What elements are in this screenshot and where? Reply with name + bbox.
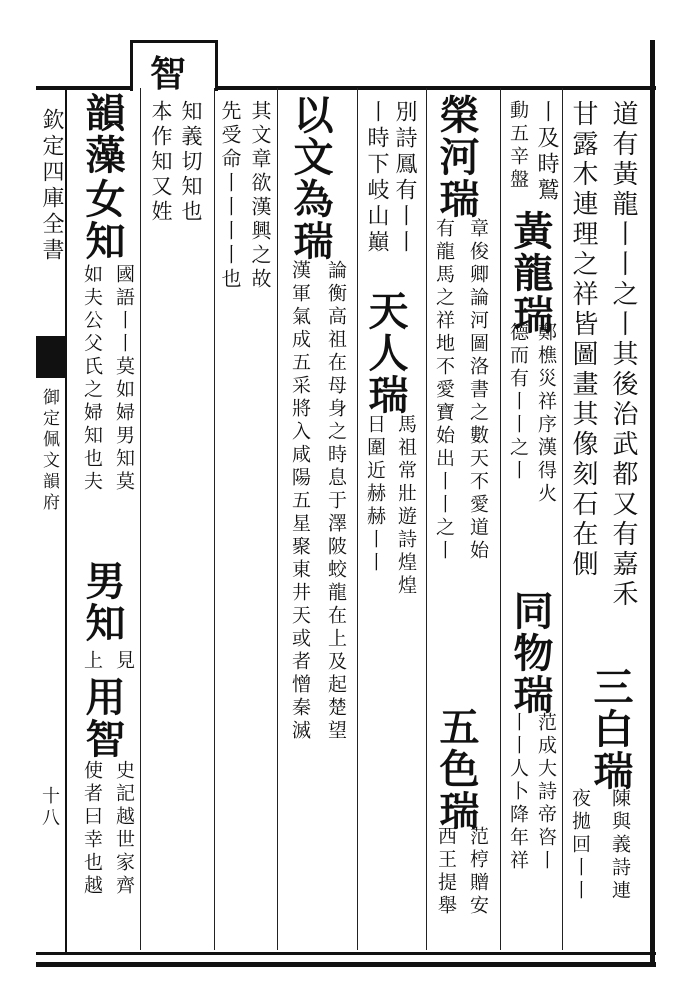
page-frame-bottom-outer (36, 962, 656, 967)
column-separator (214, 88, 215, 950)
text-column: 本作知又姓 (149, 100, 173, 225)
entry-heading: 榮河瑞 (433, 94, 480, 220)
entry-heading: 天人瑞 (362, 290, 409, 416)
text-column: 章俊卿論河圖洛書之數天不愛道始 (467, 218, 489, 563)
text-column: 先受命丨丨丨丨也 (218, 100, 242, 292)
page-frame-bottom (36, 952, 656, 955)
text-column: 國語丨丨莫如婦男知莫 (113, 264, 135, 494)
text-column: 范成大詩帝咨丨 (535, 712, 557, 873)
text-column: 史記越世家齊 (113, 760, 135, 898)
column-separator (140, 88, 141, 950)
margin-page-number: 十八 (39, 786, 60, 830)
text-column: 知義切知也 (179, 100, 203, 225)
entry-heading: 男知 (79, 560, 126, 644)
margin-book: 御定佩文韻府 (39, 388, 59, 514)
text-column: 其文章欲漢興之故 (248, 100, 272, 292)
text-column: 日圍近赫赫丨丨 (364, 414, 386, 575)
text-column (535, 100, 557, 204)
margin-title: 欽定四庫全書 (39, 108, 64, 264)
text-column: 德而有丨丨之丨 (507, 322, 529, 483)
entry-heading: 女知 (79, 178, 126, 262)
column-separator (562, 88, 563, 950)
text-column: 見 (113, 650, 135, 673)
entry-heading: 五色瑞 (433, 706, 480, 832)
entry-heading: 用智 (79, 676, 126, 760)
column-separator (277, 88, 278, 950)
entry-heading: 黃龍瑞 (507, 210, 554, 336)
entry-heading: 同物瑞 (507, 590, 554, 716)
text-column: 甘露木連理之祥皆圖畫其像刻石在側 (568, 100, 598, 580)
text-column: 動五辛盤 (507, 100, 529, 192)
text-column: 夜拋回丨丨 (569, 788, 591, 903)
entry-heading: 以文為瑞 (287, 94, 334, 262)
text-segment: 丨及時鷲 (534, 100, 559, 204)
text-column: 馬祖常壯遊詩煌煌 (395, 414, 417, 598)
margin-divider (65, 88, 67, 954)
page-frame-top (36, 86, 656, 90)
text-column: 上 (81, 650, 103, 673)
text-column: 丨時下岐山巔 (364, 100, 389, 256)
text-column: 論衡高祖在母身之時息于澤陂蛟龍在上及起楚望 (325, 260, 347, 743)
column-separator (357, 88, 358, 950)
text-column: 漢軍氣成五采將入咸陽五星聚東井天或者憎秦滅 (289, 260, 311, 743)
text-column: 鄭樵災祥序漢得火 (535, 322, 557, 506)
text-column: 有龍馬之祥地不愛寶始出丨丨之丨 (433, 218, 455, 563)
text-column: 丨丨人卜降年祥 (507, 712, 529, 873)
page-frame-right (650, 40, 655, 965)
text-column: 使者曰幸也越 (81, 760, 103, 898)
text-column: 陳與義詩連 (609, 788, 631, 903)
text-column: 如夫公父氏之婦知也夫 (81, 264, 103, 494)
fishtail-mark (36, 336, 66, 378)
column-separator (500, 88, 501, 950)
text-column: 道有黃龍丨丨之丨其後治武都又有嘉禾 (608, 100, 638, 610)
entry-heading: 三白瑞 (587, 666, 634, 792)
column-separator (426, 88, 427, 950)
header-tab-char: 智 (150, 53, 187, 95)
text-column: 別詩鳳有丨丨 (392, 100, 417, 256)
text-column: 西王提舉 (435, 826, 457, 918)
text-column: 范梈贈安 (467, 826, 489, 918)
entry-heading: 韻藻 (79, 92, 126, 176)
